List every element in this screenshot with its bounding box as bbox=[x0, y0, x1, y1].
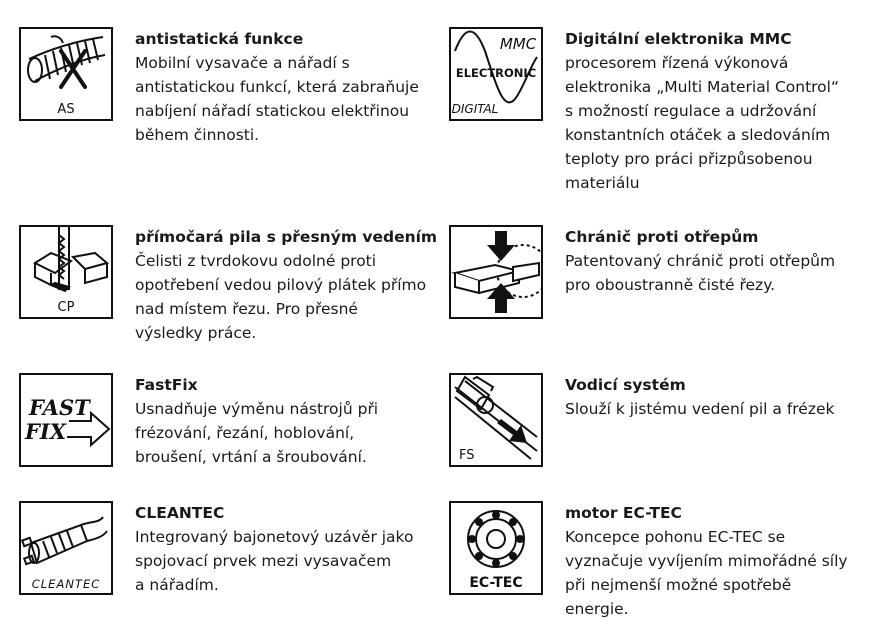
ec-tec-motor-icon bbox=[449, 501, 543, 595]
feature-description: procesorem řízená výkonová elektronika „Multi Material Control“ s možností regulace a udržování konstantních otáček a sledováním teploty pro práci přizpůsobenou materiálu bbox=[565, 54, 840, 192]
feature-description: Integrovaný bajonetový uzávěr jako spojovací prvek mezi vysavačem a nářadím. bbox=[135, 528, 414, 594]
feature-description: Čelisti z tvrdokovu odolné proti opotřebení vedou pilový plátek přímo nad místem řezu. Pro přesné výsledky práce. bbox=[135, 252, 427, 342]
icon-text-electronic: ELECTRONIC bbox=[455, 66, 537, 80]
feature-title: FastFix bbox=[135, 376, 198, 394]
feature-title: antistatická funkce bbox=[135, 30, 304, 48]
splinter-guard-icon bbox=[449, 225, 543, 319]
feature-description: Koncepce pohonu EC-TEC se vyznačuje vyvíjením mimořádné síly při nejmenší možné spotřebě energie. bbox=[565, 528, 848, 618]
feature-description: Mobilní vysavače a nářadí s antistatickou funkcí, která zabraňuje nabíjení nářadí statickou elektřinou během činnosti. bbox=[135, 54, 419, 144]
fastfix-arrow-icon bbox=[19, 373, 113, 467]
icon-caption: FS bbox=[459, 448, 475, 463]
feature-title: CLEANTEC bbox=[135, 504, 225, 522]
icon-caption: CP bbox=[57, 300, 75, 315]
icon-text-fix: FIX bbox=[25, 419, 67, 444]
guide-rail-system-icon bbox=[449, 373, 543, 467]
feature-title: Chránič proti otřepům bbox=[565, 228, 759, 246]
feature-description: Patentovaný chránič proti otřepům pro oboustranně čisté řezy. bbox=[565, 252, 836, 294]
icon-caption: CLEANTEC bbox=[31, 577, 101, 591]
feature-title: přímočará pila s přesným vedením bbox=[135, 228, 438, 246]
icon-text-mmc: MMC bbox=[499, 35, 537, 53]
feature-title: motor EC-TEC bbox=[565, 504, 682, 522]
feature-description: Slouží k jistému vedení pil a frézek bbox=[565, 400, 835, 418]
icon-caption: AS bbox=[57, 102, 75, 117]
jigsaw-guide-icon bbox=[19, 225, 113, 319]
icon-text-fast: FAST bbox=[29, 395, 90, 420]
feature-title: Vodicí systém bbox=[565, 376, 686, 394]
mmc-electronic-digital-icon bbox=[449, 27, 543, 121]
cleantec-connector-icon bbox=[19, 501, 113, 595]
feature-description: Usnadňuje výměnu nástrojů při frézování, řezání, hoblování, broušení, vrtání a šroubování. bbox=[135, 400, 379, 466]
antistatic-hose-icon bbox=[19, 27, 113, 121]
icon-caption: EC-TEC bbox=[469, 575, 523, 591]
icon-text-digital: DIGITAL bbox=[451, 102, 499, 116]
feature-title: Digitální elektronika MMC bbox=[565, 30, 792, 48]
